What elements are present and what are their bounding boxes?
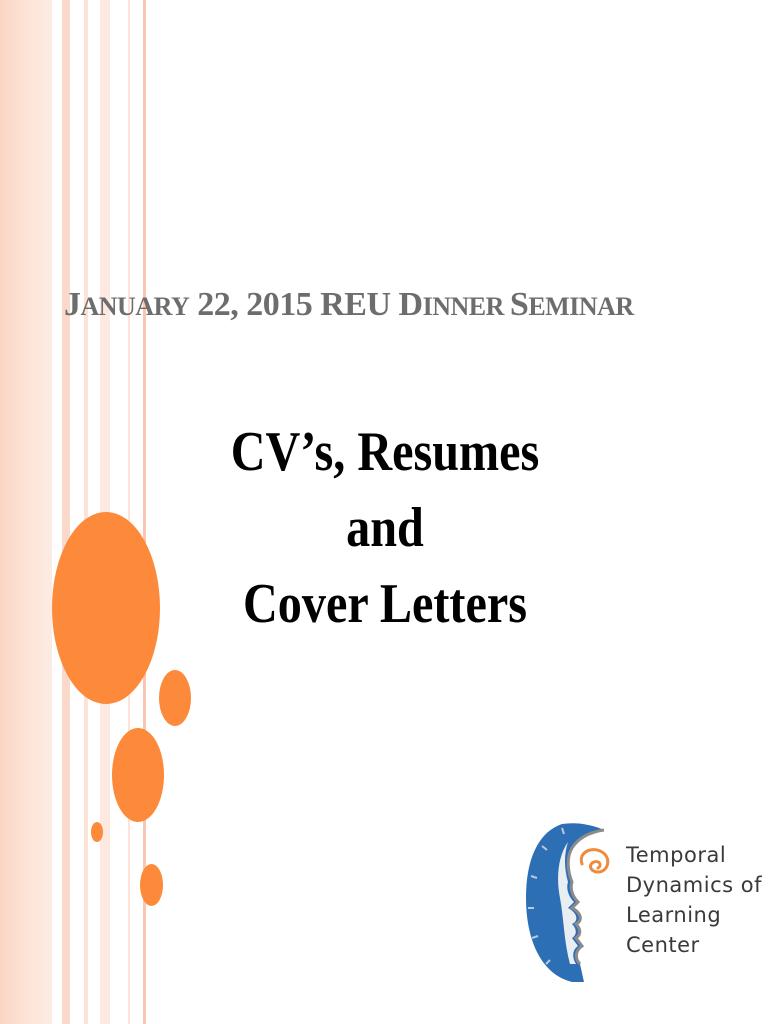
subtitle-part: 22, 2015 REU	[189, 286, 399, 323]
subtitle-part: D	[398, 286, 423, 323]
subtitle-part: EMINAR	[528, 292, 634, 321]
decorative-stripe	[62, 0, 70, 1024]
logo-text	[626, 840, 762, 960]
decorative-stripe	[128, 0, 130, 1024]
subtitle-part: S	[509, 286, 529, 323]
title-line: and	[346, 497, 424, 559]
logo-line: Learning	[626, 903, 722, 927]
center-logo	[520, 818, 760, 988]
decorative-stripe	[84, 0, 88, 1024]
logo-line: Dynamics of	[626, 873, 762, 897]
decorative-circle	[52, 512, 160, 704]
decorative-circle	[112, 728, 164, 822]
head-clock-icon	[520, 818, 630, 988]
subtitle-part: J	[64, 286, 81, 323]
decorative-circle	[91, 822, 103, 842]
slide-subtitle	[64, 286, 754, 324]
title-line: Cover Letters	[243, 573, 527, 635]
subtitle-part: INNER	[422, 292, 504, 321]
logo-line: Center	[626, 933, 700, 957]
slide-title	[226, 414, 544, 642]
decorative-circle	[159, 670, 191, 726]
decorative-band	[0, 0, 52, 1024]
logo-line: Temporal	[626, 843, 727, 867]
decorative-circle	[140, 864, 163, 906]
title-line: CV’s, Resumes	[230, 421, 540, 483]
subtitle-part: ANUARY	[80, 292, 190, 321]
